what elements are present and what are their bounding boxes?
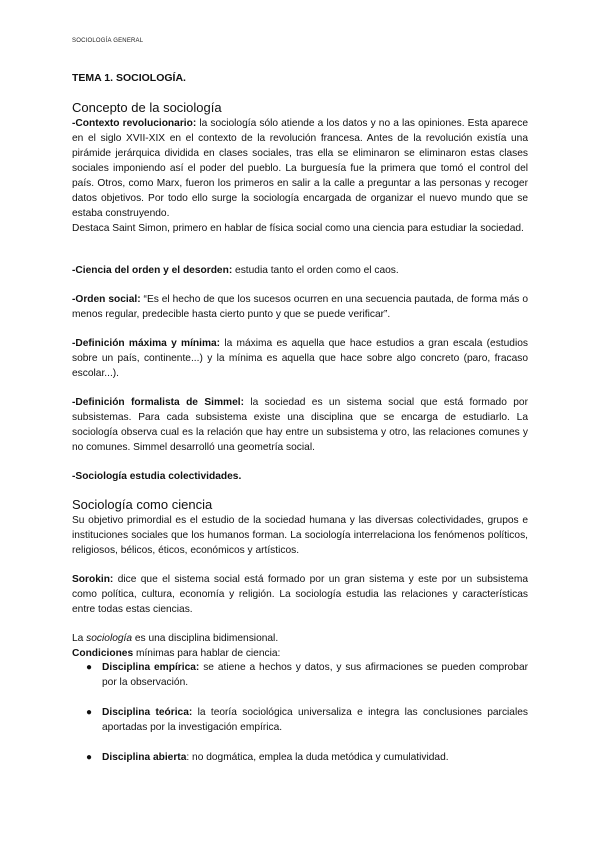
- text-bidim-pre: La: [72, 633, 87, 644]
- section-heading-ciencia: Sociología como ciencia: [72, 497, 213, 512]
- section-heading-concepto: Concepto de la sociología: [72, 100, 222, 115]
- paragraph-sorokin: [72, 572, 528, 617]
- text-ciencia: estudia tanto el orden como el caos.: [232, 265, 399, 276]
- term-ciencia: -Ciencia del orden y el desorden:: [72, 265, 233, 276]
- term-teorica: Disciplina teórica:: [102, 707, 193, 718]
- paragraph-objetivo: Su objetivo primordial es el estudio de la sociedad humana y las diversas colectividades, grupos e instituciones sociales que los humanos forman. La sociología interrelaciona los fenómenos políticos, religiosos, bélicos, éticos, económicos y artísticos.: [72, 515, 528, 556]
- list-item: [80, 660, 528, 690]
- paragraph-orden: [72, 292, 528, 322]
- running-header: SOCIOLOGÍA GENERAL: [72, 38, 144, 44]
- text-abierta: : no dogmática, emplea la duda metódica y cumulatividad.: [186, 752, 449, 763]
- text-bidim-italic: sociología: [86, 633, 133, 644]
- topic-title: TEMA 1. SOCIOLOGÍA.: [72, 72, 186, 84]
- text-condiciones: mínimas para hablar de ciencia:: [133, 648, 281, 659]
- term-simmel: -Definición formalista de Simmel:: [72, 397, 244, 408]
- paragraph-bidimensional: [72, 631, 528, 661]
- section-concepto: [72, 100, 528, 236]
- paragraph-colectividades: [72, 469, 528, 484]
- conditions-list: [80, 660, 528, 765]
- section-ciencia: [72, 497, 528, 558]
- bullet-icon: ●: [86, 752, 93, 763]
- text-sorokin: dice que el sistema social está formado por un gran sistema y este por un subsistema como política, cultura, economía y religión. La sociología estudia las relaciones y características entre todas estas ciencias.: [72, 574, 528, 615]
- bullet-icon: ●: [86, 707, 93, 718]
- paragraph-destaca: Destaca Saint Simon, primero en hablar de física social como una ciencia para estudiar la sociedad.: [72, 223, 524, 234]
- text-bidim-post: es una disciplina bidimensional.: [132, 633, 279, 644]
- paragraph-ciencia: [72, 263, 528, 278]
- paragraph-simmel: [72, 395, 528, 455]
- bullet-icon: ●: [86, 662, 93, 673]
- list-item: [80, 750, 528, 765]
- text-colectividades: -Sociología estudia colectividades.: [72, 471, 242, 482]
- text-contexto: la sociología sólo atiende a los datos y no a las opiniones. Esta aparece en el siglo XVII-XIX en el contexto de la revolución francesa. Antes de la revolución existía una pirámide jerárquica dividida en clases sociales, tras ella se eliminaron se eliminaron estas clases sociales imponiendo así el poder del pueblo. La burguesía fue la primera que tomó el control del país. Otros, como Marx, fueron los primeros en salir a la calle a preguntar a las personas y recoger datos objetivos. Por todo ello surge la sociología encargada de organizar el nuevo mundo que se estaba construyendo.: [72, 118, 528, 219]
- term-orden: -Orden social:: [72, 294, 141, 305]
- term-condiciones: Condiciones: [72, 648, 134, 659]
- term-empirica: Disciplina empírica:: [102, 662, 200, 673]
- paragraph-contexto: [72, 116, 528, 221]
- text-orden: “Es el hecho de que los sucesos ocurren en una secuencia pautada, de forma más o menos regular, predecible hasta cierto punto y que se puede verificar”.: [72, 294, 528, 320]
- text-simmel: la sociedad es un sistema social que está formado por subsistemas. Para cada subsistema existe una disciplina que se encarga de estudiarlo. La sociología observa cual es la relación que hay entre un subsistema y otro, las relaciones comunes y no comunes. Simmel desarrolló una geometría social.: [72, 397, 528, 453]
- term-definicion: -Definición máxima y mínima:: [72, 338, 221, 349]
- term-contexto: -Contexto revolucionario:: [72, 118, 197, 129]
- list-item: [80, 705, 528, 735]
- term-abierta: Disciplina abierta: [102, 752, 187, 763]
- text-teorica: la teoría sociológica universaliza e integra las conclusiones parciales aportadas por la investigación empírica.: [102, 707, 528, 733]
- term-sorokin: Sorokin:: [72, 574, 114, 585]
- text-empirica: se atiene a hechos y datos, y sus afirmaciones se pueden comprobar por la observación.: [102, 662, 528, 688]
- paragraph-definicion: [72, 336, 528, 381]
- text-definicion: la máxima es aquella que hace estudios a gran escala (estudios sobre un país, continente...) y la mínima es aquella que hace sobre algo concreto (paro, fracaso escolar...).: [72, 338, 528, 379]
